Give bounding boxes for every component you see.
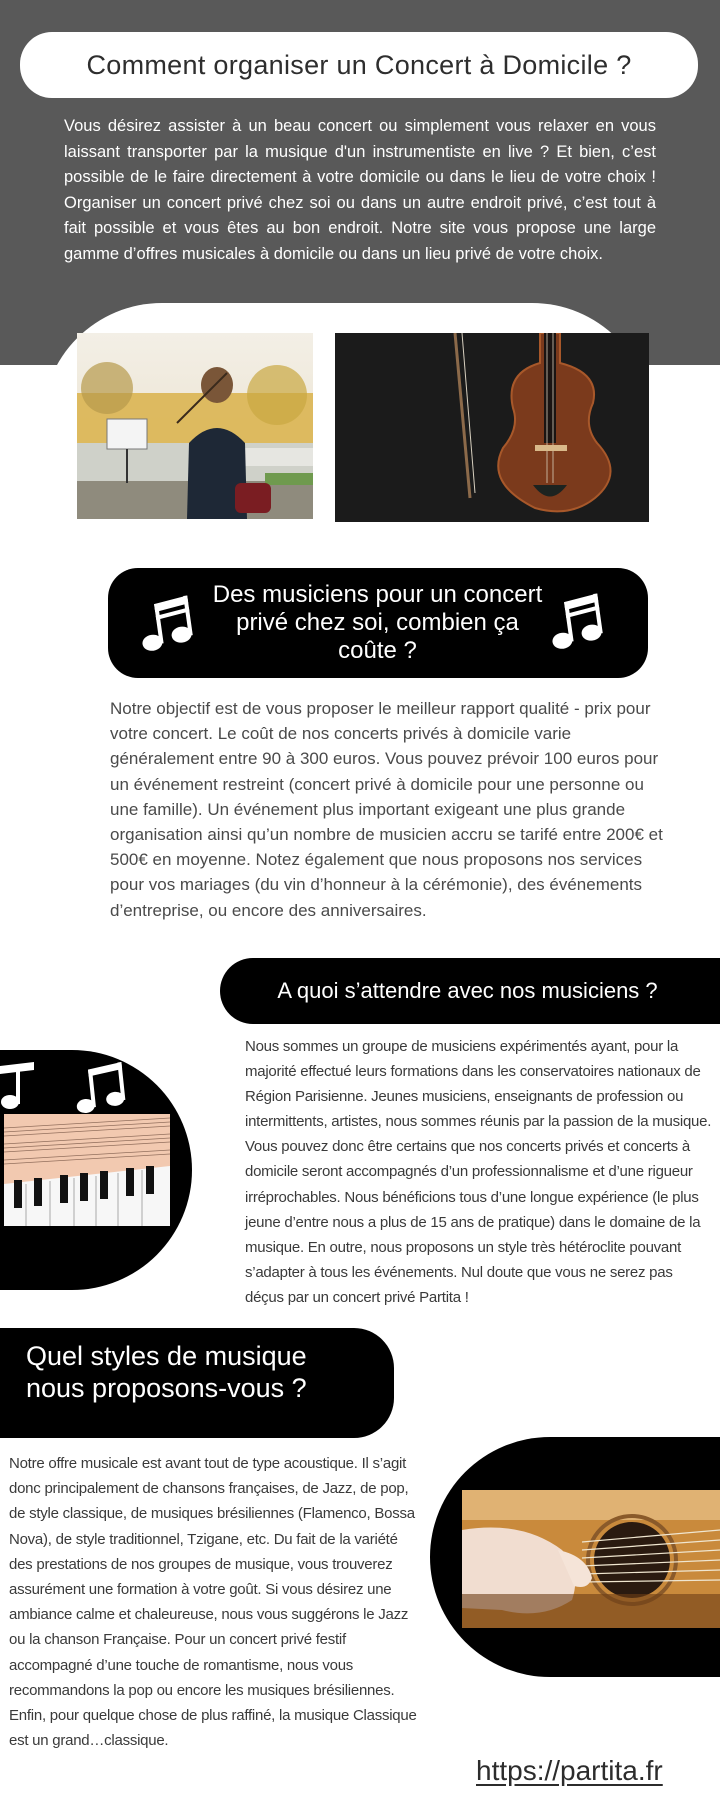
guitar-player-photo [462, 1490, 720, 1628]
piano-sheet-music-photo [4, 1114, 170, 1226]
expect-section-text: Nous sommes un groupe de musiciens expérimentés ayant, pour la majorité effectué leurs formations dans les conservatoires nationaux de Région Parisienne. Jeunes musiciens, enseignants de profession ou intermittents, artistes, nous sommes réunis par la passion de la musique. Vous pouvez donc être certains que nos concerts privés et concerts à domicile seront accompagnés d’un professionnalisme et d’une rigueur irréprochables. Nous bénéficions tous d’une longue expérience (le plus jeune d’entre nous a plus de 15 ans de pratique) dans le domaine de la musique. En outre, nous proposons un style très hétéroclite pouvant s’adapter à tous les événements. Nul doute que vous ne serez pas déçus par un concert privé Partita ! [245, 1038, 712, 1306]
footer-website-link[interactable]: https://partita.fr [476, 1755, 663, 1786]
expect-section-title: A quoi s’attendre avec nos musiciens ? [277, 978, 658, 1003]
price-section-text: Notre objectif est de vous proposer le meilleur rapport qualité - prix pour votre concert. Le coût de nos concerts privés à domicile varie généralement entre 90 à 300 euros. Vous pouvez prévoir 100 euros pour un événement restreint (concert privé à domicile pour une personne ou une famille). Un événement plus important exigeant une plus grande organisation ainsi qu’un nombre de musicien accru se tarifé entre 200€ et 500€ en moyenne. Notez également que nous proposons nos services pour vos mariages (du vin d’honneur à la cérémonie), des événements d’entreprise, ou encore des anniversaires. [110, 699, 663, 920]
music-note-icon [136, 594, 206, 654]
styles-section-title: Quel styles de musique nous proposons-vous ? [26, 1341, 307, 1403]
music-note-icon [72, 1060, 136, 1116]
page-title: Comment organiser un Concert à Domicile ? [86, 49, 632, 80]
styles-section-text: Notre offre musicale est avant tout de type acoustique. Il s’agit donc principalement de chansons françaises, de Jazz, de pop, de style classique, de musiques brésiliennes (Flamenco, Bossa Nova), de style traditionnel, Tzigane, etc. Du fait de la variété des prestations de nos groupes de musique, vous trouverez assurément une formation à votre goût. Si vous désirez une ambiance calme et chaleureuse, nous vous suggérons le Jazz ou la chanson Française. Pour un concert privé festif accompagné d’une touche de romantisme, nous vous recommandons la pop ou encore les musiques brésiliennes. Enfin, pour quelque chose de plus raffiné, la musique Classique est un grand…classique. [9, 1455, 417, 1750]
price-section-title: Des musiciens pour un concert privé chez soi, combien ça coûte ? [212, 581, 543, 664]
music-note-icon [546, 592, 616, 652]
violinist-outdoor-photo [77, 333, 313, 519]
violin-dark-photo [335, 333, 649, 522]
music-note-icon [0, 1060, 40, 1112]
page-title-pill [20, 32, 698, 98]
intro-paragraph: Vous désirez assister à un beau concert ou simplement vous relaxer en vous laissant transporter par la musique d'un instrumentiste en live ? Et bien, c’est possible de le faire directement à votre domicile ou dans le lieu de votre choix ! Organiser un concert privé chez soi ou dans un autre endroit privé, c’est tout à fait possible et vous êtes au bon endroit. Notre site vous propose une large gamme d’offres musicales à domicile ou dans un lieu privé de votre choix. [64, 117, 656, 263]
